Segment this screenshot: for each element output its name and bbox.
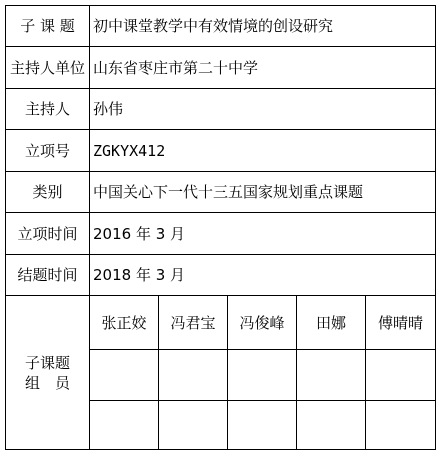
member-name: 田娜	[297, 296, 366, 350]
project-number-label: 立项号	[6, 130, 90, 172]
subtopic-label: 子 课 题	[6, 6, 90, 47]
category-value: 中国关心下一代十三五国家规划重点课题	[90, 172, 436, 213]
blank-cell	[228, 350, 297, 401]
members-label-line1: 子课题	[24, 353, 70, 372]
subtopic-value: 初中课堂教学中有效情境的创设研究	[90, 6, 436, 47]
start-date-label: 立项时间	[6, 213, 90, 255]
category-label: 类别	[6, 172, 90, 213]
row-host	[6, 89, 436, 130]
start-date-value: 2016 年 3 月	[90, 213, 436, 255]
row-members-names	[6, 296, 436, 350]
members-label-line2: 组 员	[24, 373, 70, 392]
end-date-value: 2018 年 3 月	[90, 255, 436, 296]
row-host-unit	[6, 47, 436, 89]
row-project-number	[6, 130, 436, 172]
member-name: 傅晴晴	[366, 296, 436, 350]
blank-cell	[366, 350, 436, 401]
blank-cell	[297, 350, 366, 401]
blank-cell	[159, 401, 228, 450]
blank-cell	[366, 401, 436, 450]
row-end-date	[6, 255, 436, 296]
host-label: 主持人	[6, 89, 90, 130]
members-label	[6, 296, 90, 450]
row-subtopic	[6, 6, 436, 47]
blank-cell	[159, 350, 228, 401]
host-unit-value: 山东省枣庄市第二十中学	[90, 47, 436, 89]
row-category	[6, 172, 436, 213]
row-start-date	[6, 213, 436, 255]
host-value: 孙伟	[90, 89, 436, 130]
blank-cell	[90, 350, 159, 401]
member-name: 冯俊峰	[228, 296, 297, 350]
member-name: 张正姣	[90, 296, 159, 350]
end-date-label: 结题时间	[6, 255, 90, 296]
member-name: 冯君宝	[159, 296, 228, 350]
blank-cell	[90, 401, 159, 450]
host-unit-label: 主持人单位	[6, 47, 90, 89]
blank-cell	[228, 401, 297, 450]
blank-cell	[297, 401, 366, 450]
project-info-table	[5, 5, 436, 450]
project-number-value: ZGKYX412	[90, 130, 436, 172]
